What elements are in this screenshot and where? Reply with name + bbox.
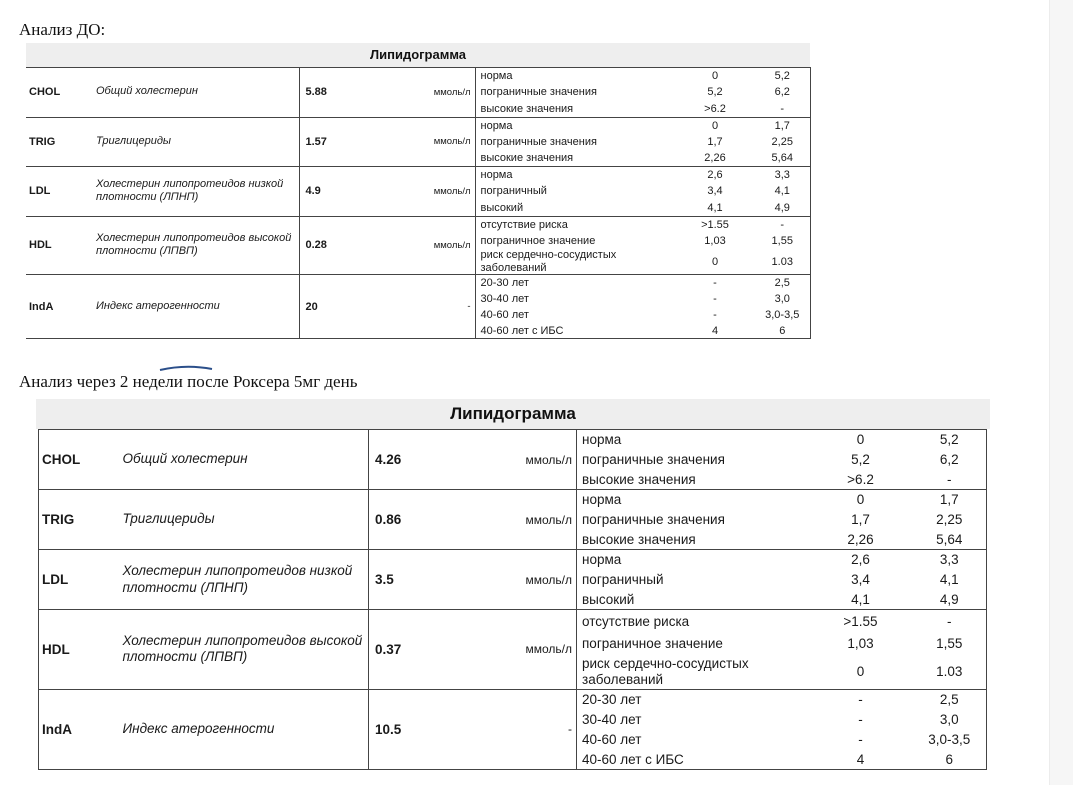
reference-low: 0 [675, 249, 755, 275]
reference-high: - [755, 216, 810, 233]
analyte-code: HDL [39, 610, 121, 690]
result-unit: ммоль/л [525, 610, 577, 690]
analyte-code: HDL [26, 216, 94, 275]
reference-low: 0 [809, 655, 913, 690]
reference-label: пограничный [582, 572, 664, 587]
reference-high: 2,5 [913, 689, 987, 709]
reference-label: пограничный [480, 185, 547, 198]
reference-label: риск сердечно-сосудистых заболеваний [577, 655, 809, 690]
reference-low: - [858, 731, 863, 747]
caption-after: Анализ через 2 недели после Роксера 5мг день [19, 372, 358, 391]
reference-low: 5,2 [851, 452, 870, 467]
reference-high: 4,9 [755, 200, 810, 217]
analyte-code: LDL [39, 550, 121, 610]
result-unit: ммоль/л [425, 167, 475, 217]
analyte-code: LDL [26, 167, 94, 217]
reference-low: >1.55 [675, 216, 755, 233]
analyte-code: CHOL [26, 68, 94, 118]
reference-low: 2,26 [809, 530, 913, 550]
reference-high: 2,25 [913, 510, 987, 530]
reference-label: 30-40 лет [582, 711, 642, 727]
table-row [39, 610, 987, 633]
reference-high: 1,7 [913, 490, 987, 510]
reference-label: норма [475, 68, 675, 85]
reference-low: 2,6 [675, 167, 755, 184]
table-row [26, 117, 810, 134]
reference-low: 4 [675, 323, 755, 339]
reference-high: 5,64 [755, 150, 810, 167]
result-value: 3.5 [369, 550, 525, 610]
reference-low: - [675, 275, 755, 291]
reference-low: 4,1 [675, 200, 755, 217]
reference-low: 2,6 [809, 550, 913, 570]
reference-high: 1.03 [913, 655, 987, 690]
result-unit: ммоль/л [525, 550, 577, 610]
reference-high: 5,2 [755, 68, 810, 85]
reference-label: высокий [475, 200, 675, 217]
table-row [39, 689, 987, 709]
reference-high: - [755, 101, 810, 118]
table-row [26, 68, 810, 85]
result-value: 20 [299, 275, 425, 339]
analyte-code: IndA [26, 275, 94, 339]
reference-low: 1,7 [707, 135, 723, 148]
result-unit: ммоль/л [525, 490, 577, 550]
lipidogram-table [38, 429, 987, 770]
reference-label: высокие значения [577, 530, 809, 550]
reference-low: 0 [675, 117, 755, 134]
reference-label: норма [577, 490, 809, 510]
reference-label: 40-60 лет с ИБС [577, 749, 809, 769]
reference-label: пограничное значение [582, 635, 723, 651]
analyte-name: Холестерин липопротеидов высокой плотности (ЛПВП) [94, 216, 299, 275]
analyte-name: Холестерин липопротеидов низкой плотности (ЛПНП) [94, 167, 299, 217]
reference-low: >6.2 [809, 470, 913, 490]
reference-label: высокие значения [475, 101, 675, 118]
result-value: 1.57 [299, 117, 425, 167]
reference-low: 0 [809, 430, 913, 450]
reference-high: 5,64 [913, 530, 987, 550]
result-value: 10.5 [369, 689, 525, 769]
analyte-name: Триглицериды [94, 117, 299, 167]
table-row [26, 275, 810, 291]
result-unit: ммоль/л [425, 216, 475, 275]
reference-low: 1,03 [704, 234, 726, 247]
reference-label: 20-30 лет [475, 275, 675, 291]
reference-high: 1,7 [755, 117, 810, 134]
lipidogram-before [26, 43, 810, 347]
reference-high: - [913, 470, 987, 490]
reference-label: 30-40 лет [480, 292, 529, 305]
reference-label: высокие значения [577, 470, 809, 490]
reference-low: 3,4 [851, 572, 870, 587]
analyte-code: TRIG [39, 490, 121, 550]
reference-low: - [858, 711, 863, 727]
lipidogram-table [26, 67, 811, 339]
reference-high: 4,1 [755, 183, 810, 200]
analyte-name: Общий холестерин [121, 430, 369, 490]
reference-label: отсутствие риска [577, 610, 809, 633]
reference-high: 3,0-3,5 [913, 729, 987, 749]
analyte-name: Индекс атерогенности [121, 689, 369, 769]
reference-high: 2,5 [755, 275, 810, 291]
result-unit: ммоль/л [425, 68, 475, 118]
result-value: 5.88 [299, 68, 425, 118]
table-row [39, 490, 987, 510]
ink-mark [158, 365, 214, 371]
result-value: 4.26 [369, 430, 525, 490]
result-unit: ммоль/л [425, 117, 475, 167]
reference-high: 6,2 [755, 84, 810, 101]
reference-low: >1.55 [809, 610, 913, 633]
page-right-margin [1049, 0, 1073, 785]
lipidogram-after [36, 399, 990, 767]
reference-low: 0 [675, 68, 755, 85]
reference-high: 6 [755, 323, 810, 339]
reference-high: 6 [913, 749, 987, 769]
reference-label: 20-30 лет [577, 689, 809, 709]
result-value: 4.9 [299, 167, 425, 217]
reference-low: 1,03 [847, 635, 874, 651]
reference-label: пограничные значения [480, 135, 597, 148]
reference-label: норма [577, 550, 809, 570]
reference-label: норма [475, 117, 675, 134]
reference-label: высокий [577, 590, 809, 610]
reference-high: 3,0-3,5 [755, 307, 810, 323]
reference-high: 2,25 [755, 134, 810, 151]
result-unit: - [525, 689, 577, 769]
reference-high: 6,2 [913, 450, 987, 470]
analyte-code: TRIG [26, 117, 94, 167]
table-row [39, 430, 987, 450]
reference-label: 40-60 лет [480, 308, 529, 321]
analyte-name: Холестерин липопротеидов высокой плотности (ЛПВП) [121, 610, 369, 690]
table-row [26, 216, 810, 233]
reference-label: 40-60 лет с ИБС [475, 323, 675, 339]
analyte-name: Индекс атерогенности [94, 275, 299, 339]
analyte-name: Общий холестерин [94, 68, 299, 118]
reference-high: 5,2 [913, 430, 987, 450]
reference-low: 2,26 [675, 150, 755, 167]
analyte-code: IndA [39, 689, 121, 769]
reference-label: пограничные значения [480, 86, 597, 99]
result-value: 0.86 [369, 490, 525, 550]
reference-label: пограничные значения [582, 452, 725, 467]
reference-high: 3,0 [755, 291, 810, 307]
result-value: 0.28 [299, 216, 425, 275]
reference-label: пограничное значение [480, 234, 596, 247]
reference-low: 1,7 [851, 512, 870, 527]
reference-low: 0 [809, 490, 913, 510]
reference-high: 3,3 [755, 167, 810, 184]
reference-label: высокие значения [475, 150, 675, 167]
reference-high: 3,0 [913, 709, 987, 729]
reference-low: - [713, 292, 717, 305]
table-row [39, 550, 987, 570]
reference-label: отсутствие риска [475, 216, 675, 233]
reference-high: 1,55 [755, 233, 810, 250]
reference-low: 5,2 [707, 86, 723, 99]
analyte-code: CHOL [39, 430, 121, 490]
reference-low: 3,4 [707, 185, 723, 198]
reference-low: >6.2 [675, 101, 755, 118]
caption-before: Анализ ДО: [19, 20, 106, 39]
analyte-name: Триглицериды [121, 490, 369, 550]
reference-high: 3,3 [913, 550, 987, 570]
reference-label: 40-60 лет [582, 731, 642, 747]
reference-low: - [713, 308, 717, 321]
result-value: 0.37 [369, 610, 525, 690]
table-row [26, 167, 810, 184]
reference-label: риск сердечно-сосудистых заболеваний [475, 249, 675, 275]
reference-low: 4 [809, 749, 913, 769]
reference-high: - [913, 610, 987, 633]
result-unit: ммоль/л [525, 430, 577, 490]
lipidogram-title: Липидограмма [36, 399, 990, 429]
analyte-name: Холестерин липопротеидов низкой плотности (ЛПНП) [121, 550, 369, 610]
reference-label: норма [577, 430, 809, 450]
reference-high: 1.03 [755, 249, 810, 275]
lipidogram-title: Липидограмма [26, 43, 810, 67]
reference-high: 1,55 [913, 632, 987, 655]
reference-label: норма [475, 167, 675, 184]
reference-low: - [809, 689, 913, 709]
result-unit: - [425, 275, 475, 339]
reference-low: 4,1 [809, 590, 913, 610]
reference-high: 4,1 [913, 570, 987, 590]
reference-high: 4,9 [913, 590, 987, 610]
reference-label: пограничные значения [582, 512, 725, 527]
